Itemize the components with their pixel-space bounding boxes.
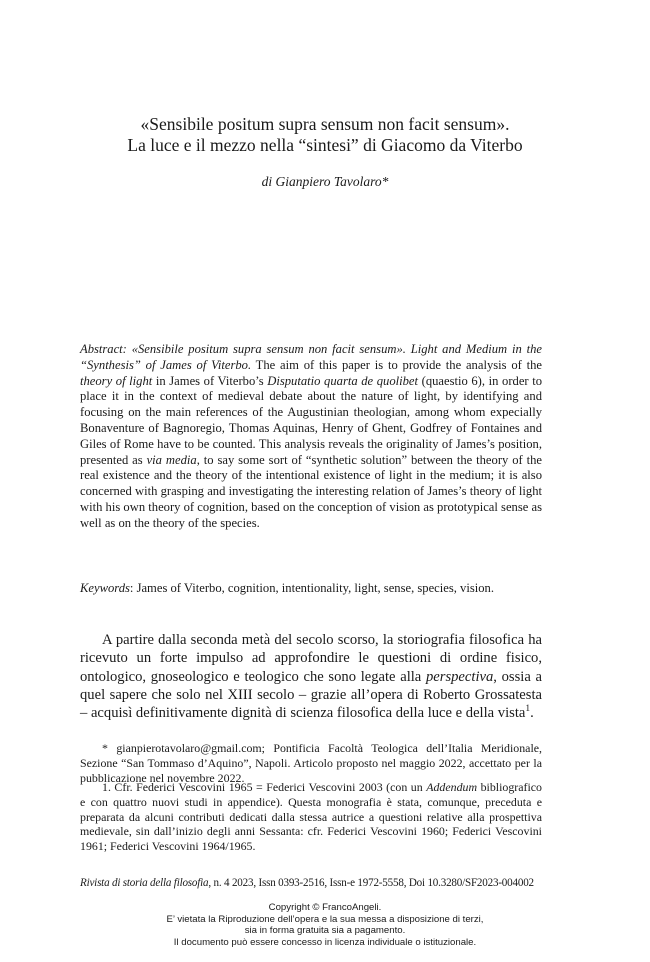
abstract-text: in James of Viterbo’s [152,373,268,388]
footnote-text: bibliografico e con quattro nuovi studi in appendice). Questa monografia è stata, comunque, preceduta e preparata da alcuni contributi dedicati dalla stessa autrice a questioni relative alla prospettiva medievale, sin dall’inizio degli anni Sessanta: cfr. Federici Vescovini 1960; Federici Vescovini 1961; Federici Vescovini 1964/1965. [80,780,542,854]
article-title [60,114,590,156]
body-text: . [530,705,534,722]
body-text: A partire dalla seconda metà del secolo scorso, la storiografia filosofica ha ricevuto un forte impulso ad approfondire le questioni di ordine fisico, ontologico, gnoseologico e teologico che sono legate alla [80,632,542,685]
footnote-emphasis: Addendum [426,780,478,794]
footnote-reference[interactable]: 1 [525,704,531,715]
journal-citation [80,877,570,889]
abstract-text: , to say some sort of “synthetic solution” between the theory of the real existence and the theory of the intentional existence of light in the medium; it is also concerned with grasping and investigating the interesting relation of James’s theory of light with his own theory of cognition, based on the conception of vision as prototypical sense as well as on the theory of the species. [80,452,543,530]
title-line-2: La luce e il mezzo nella “sintesi” di Giacomo da Viterbo [127,135,523,155]
journal-name: Rivista di storia della filosofia [80,877,209,889]
abstract-label: Abstract: «Sensibile positum supra sensum non facit sensum». Light and Medium in the “Synthesis” of James of Viterbo. [80,342,542,372]
footnote-author: * gianpierotavolaro@gmail.com; Pontificia Facoltà Teologica dell’Italia Meridionale, Sezione “San Tommaso d’Aquino”, Napoli. Articolo proposto nel maggio 2022, accettato per la pubblicazione nel novembre 2022. [80,741,542,785]
copyright-line: Il documento può essere concesso in licenza individuale o istituzionale. [173,936,477,948]
footnote-1 [80,780,542,854]
abstract-emphasis: theory of light [80,373,153,388]
copyright-line: E’ vietata la Riproduzione dell’opera e la sua messa a disposizione di terzi, [166,913,484,925]
abstract-emphasis: Disputatio quarta de quolibet [267,373,419,388]
journal-details: , n. 4 2023, Issn 0393-2516, Issn-e 1972-5558, Doi 10.3280/SF2023-004002 [208,877,534,889]
author-byline: di Gianpiero Tavolaro* [261,174,389,189]
keywords-label: Keywords [80,581,130,595]
body-paragraph [80,631,542,722]
footnote-text: 1. Cfr. Federici Vescovini 1965 = Federici Vescovini 2003 (con un [102,780,427,794]
abstract [80,342,542,532]
copyright-notice [0,902,650,948]
copyright-line: sia in forma gratuita sia a pagamento. [244,925,406,937]
abstract-emphasis: via media [146,452,197,467]
body-emphasis: perspectiva [426,668,494,685]
body-text: , ossia a quel sapere che solo nel XIII secolo – grazie all’opera di Roberto Grossatesta – acquisì definitivamente dignità di scienza filosofica della luce e della vista [80,668,542,722]
title-line-1: «Sensibile positum supra sensum non facit sensum». [140,114,510,134]
copyright-line: Copyright © FrancoAngeli. [268,902,382,913]
keywords-text: : James of Viterbo, cognition, intentionality, light, sense, species, vision. [129,581,494,595]
abstract-text: The aim of this paper is to provide the analysis of the [251,357,543,372]
keywords [80,581,542,597]
abstract-text: (quaestio 6), in order to place it in the context of medieval debate about the nature of light, by identifying and focusing on the main references of the Augustinian theologian, among whom expecially Bonaventure of Bagnoregio, Thomas Aquinas, Henry of Ghent, Godfrey of Fontaines and Giles of Rome have to be counted. This analysis reveals the originality of James’s position, presented as [80,373,543,467]
